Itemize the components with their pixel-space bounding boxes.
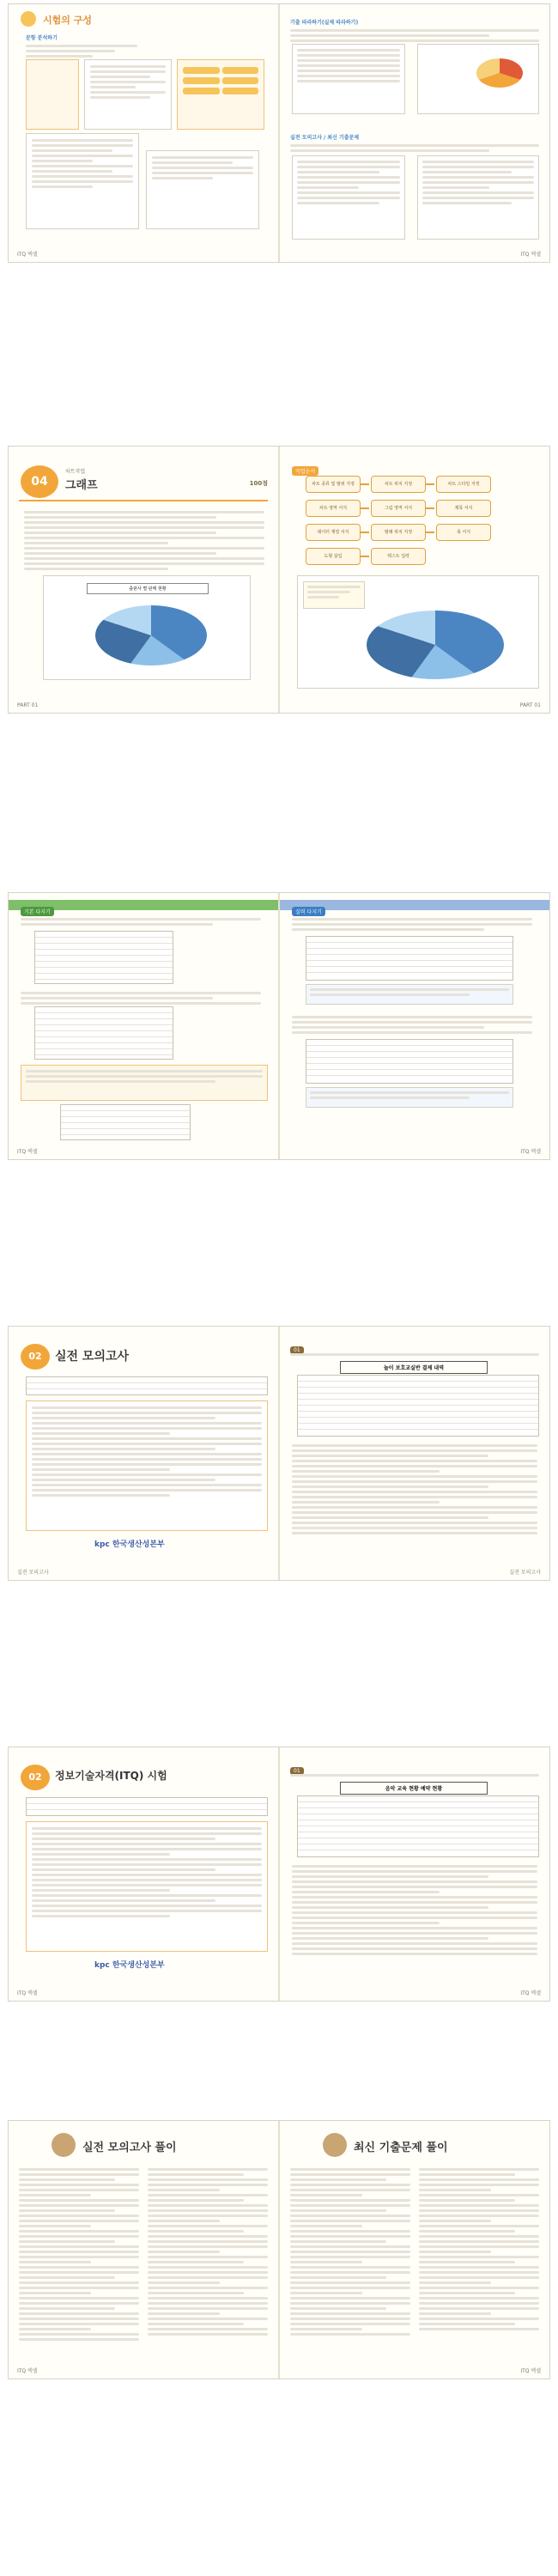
question-table-title: 놀이 보호교실반 결제 내역 [340,1361,488,1374]
flow-step: 차트 종류 및 범위 지정 [306,476,361,493]
folio-right: ITQ 엑셀 [520,1149,541,1155]
flow-step: 축 서식 [436,524,491,541]
flow-step: 제목 서식 [436,500,491,517]
folio-left: 실전 모의고사 [17,1570,49,1576]
solution-title: 최신 기출문제 풀이 [354,2142,448,2154]
practice-table-1 [34,931,173,984]
folio-left: PART 01 [17,702,39,708]
folio-left: ITQ 엑셀 [17,252,38,258]
question-conditions [292,1862,537,1958]
page-right [280,893,549,1159]
folio-right: ITQ 엑셀 [520,1990,541,1996]
flow-tag: 작업순서 [292,460,318,477]
spread-itq-exam [9,1747,549,2001]
adv-hint-1 [306,984,513,1005]
chart-callout [303,581,365,609]
flow-step: 그림 영역 서식 [371,500,426,517]
exam-number-badge: 02 [21,1344,50,1370]
sample-exam-1 [292,155,405,240]
adv-hint-2 [306,1087,513,1108]
screenshot-chart [417,44,539,114]
sample-page-5 [146,150,259,229]
lesson-badge [21,465,58,498]
solution-col-2 [148,2166,268,2338]
exam-info-table [26,1376,268,1395]
publisher-logo: kpc 한국생산성본부 [94,1961,165,1970]
page-left [9,1747,278,2001]
page-right [280,1327,549,1580]
publisher-logo: kpc 한국생산성본부 [94,1540,165,1549]
lesson-title: 그래프 [65,479,98,492]
page-right [280,1747,549,2001]
flow-step: 차트 위치 지정 [371,476,426,493]
folio-left: ITQ 엑셀 [17,1990,38,1996]
screenshot-excel [292,44,405,114]
right-head-1: 기출 따라하기(실제 따라하기) [290,20,359,26]
exam-title: 실전 모의고사 [55,1350,130,1364]
sample-exam-2 [417,155,539,240]
lesson-instructions [24,508,264,573]
page-left [9,1327,278,1580]
adv-table-2 [306,1039,513,1084]
chart-result [297,575,539,689]
owl-icon [52,2133,76,2157]
page-left [9,893,278,1159]
practice-table-2 [34,1006,173,1060]
folio-left: ITQ 엑셀 [17,1149,38,1155]
question-table-title: 음악 교육 현황 예약 현황 [340,1782,488,1795]
solution-title: 실전 모의고사 풀이 [82,2142,177,2154]
basic-practice-tag: 기본 다지기 [21,901,54,917]
page-right [280,2121,549,2379]
flow-step: 차트 스타일 지정 [436,476,491,493]
folio-right: ITQ 엑셀 [520,2368,541,2374]
folio-right: 실전 모의고사 [509,1570,541,1576]
sample-page-1 [26,59,79,130]
intro-text [26,42,137,60]
flow-step: 텍스트 입력 [371,548,426,565]
question-table [297,1375,539,1437]
spread-chart-lesson [9,447,549,713]
sample-page-3 [177,59,264,130]
adv-table-1 [306,936,513,981]
question-number: 01 [290,1339,304,1355]
spread-solutions [9,2121,549,2379]
exam-rules [26,1400,268,1531]
spread-intro [9,4,549,262]
exam-title: 정보기술자격(ITQ) 시험 [55,1770,167,1782]
question-conditions [292,1442,537,1537]
exam-info-table [26,1797,268,1816]
solution-col-2 [419,2166,539,2333]
intro-title: 시험의 구성 [43,15,92,26]
page-right [280,447,549,713]
exam-number-badge: 02 [21,1765,50,1790]
lesson-category: 차트작업 [65,469,86,475]
right-head-2: 실전 모의고사 / 최신 기출문제 [290,135,360,141]
chart-title: 출판사 별 판매 현황 [87,583,209,594]
folio-left: ITQ 엑셀 [17,2368,38,2374]
lesson-score: 100점 [249,480,268,487]
practice-table-3 [60,1104,191,1140]
advanced-practice-tag: 실력 다지기 [292,901,325,917]
owl-icon [323,2133,347,2157]
solution-col-1 [19,2166,139,2343]
page-left [9,447,278,713]
spread-practice [9,893,549,1159]
page-left [9,2121,278,2379]
pencil-icon [21,11,36,27]
exam-rules [26,1821,268,1952]
page-left [9,4,278,262]
lesson-number: 04 [31,475,48,489]
folio-right: PART 01 [519,702,541,708]
question-table [297,1795,539,1857]
question-number: 01 [290,1759,304,1776]
spread-mock-exam [9,1327,549,1580]
chart-preview [43,575,251,680]
tip-box [21,1065,268,1101]
flow-step: 도형 삽입 [306,548,361,565]
flow-step: 범례 위치 지정 [371,524,426,541]
flow-step: 데이터 계열 서식 [306,524,361,541]
flow-step: 차트 영역 서식 [306,500,361,517]
page-right [280,4,549,262]
section-label: 문항 분석하기 [26,35,58,41]
sample-page-4 [26,133,139,229]
solution-col-1 [290,2166,410,2338]
folio-right: ITQ 엑셀 [520,252,541,258]
sample-page-2 [84,59,172,130]
